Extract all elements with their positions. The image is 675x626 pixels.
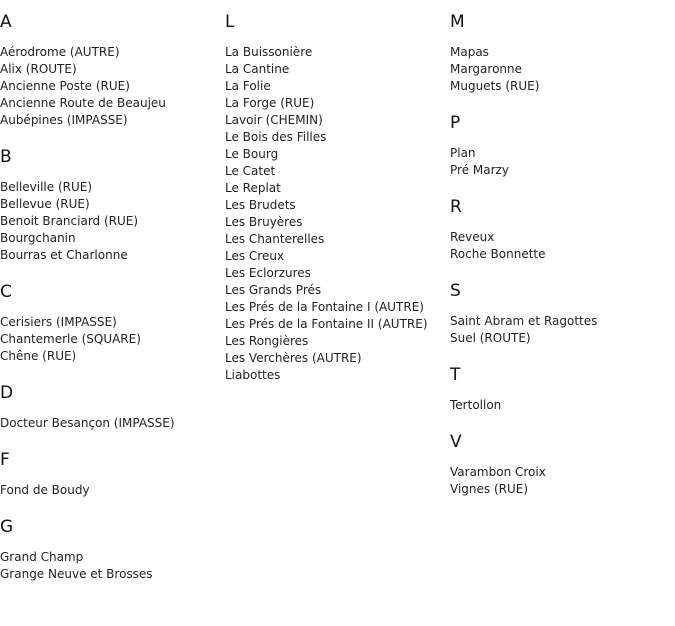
street-link-le-bourg[interactable]: Le Bourg xyxy=(225,147,279,161)
street-link-les-rongieres[interactable]: Les Rongières xyxy=(225,334,309,348)
street-link-la-folie[interactable]: La Folie xyxy=(225,79,271,93)
street-list xyxy=(0,549,225,583)
street-list-item xyxy=(225,180,450,197)
letter-group-m xyxy=(450,12,675,95)
street-link-les-creux[interactable]: Les Creux xyxy=(225,249,285,263)
street-link-ancienne-route-de-beaujeu[interactable]: Ancienne Route de Beaujeu xyxy=(0,96,166,110)
street-list xyxy=(0,44,225,129)
street-list-item xyxy=(225,350,450,367)
street-list-item xyxy=(450,330,675,347)
street-list-item xyxy=(0,44,225,61)
street-list-item xyxy=(225,146,450,163)
street-list xyxy=(450,313,675,347)
street-list xyxy=(450,397,675,414)
street-link-saint-abram-et-ragottes[interactable]: Saint Abram et Ragottes xyxy=(450,314,598,328)
street-list-item xyxy=(0,213,225,230)
street-list xyxy=(0,482,225,499)
street-list-item xyxy=(225,112,450,129)
street-list-item xyxy=(0,566,225,583)
street-link-vignes-rue[interactable]: Vignes (RUE) xyxy=(450,482,529,496)
street-link-le-catet[interactable]: Le Catet xyxy=(225,164,276,178)
street-link-bellevue-rue[interactable]: Bellevue (RUE) xyxy=(0,197,90,211)
street-list-item xyxy=(225,44,450,61)
street-link-les-bruyeres[interactable]: Les Bruyères xyxy=(225,215,303,229)
street-link-roche-bonnette[interactable]: Roche Bonnette xyxy=(450,247,546,261)
street-list-item xyxy=(0,549,225,566)
street-list-item xyxy=(0,95,225,112)
street-list-item xyxy=(225,95,450,112)
street-list-item xyxy=(450,313,675,330)
street-list-item xyxy=(0,331,225,348)
street-link-mapas[interactable]: Mapas xyxy=(450,45,489,59)
street-list xyxy=(0,415,225,432)
letter-heading: P xyxy=(450,113,461,133)
letter-heading: V xyxy=(450,432,462,452)
street-list-item xyxy=(0,61,225,78)
street-list-item xyxy=(0,230,225,247)
street-list-item xyxy=(450,145,675,162)
street-link-les-vercheres-autre[interactable]: Les Verchères (AUTRE) xyxy=(225,351,362,365)
street-link-benoit-branciard-rue[interactable]: Benoit Branciard (RUE) xyxy=(0,214,139,228)
street-link-le-bois-des-filles[interactable]: Le Bois des Filles xyxy=(225,130,327,144)
street-list-item xyxy=(450,246,675,263)
street-link-ancienne-poste-rue[interactable]: Ancienne Poste (RUE) xyxy=(0,79,130,93)
street-link-plan[interactable]: Plan xyxy=(450,146,476,160)
street-link-bourras-et-charlonne[interactable]: Bourras et Charlonne xyxy=(0,248,128,262)
street-list-item xyxy=(0,179,225,196)
street-link-aubepines-impasse[interactable]: Aubépines (IMPASSE) xyxy=(0,113,128,127)
column-3 xyxy=(450,0,675,516)
street-link-belleville-rue[interactable]: Belleville (RUE) xyxy=(0,180,93,194)
letter-group-r xyxy=(450,197,675,263)
letter-group-g xyxy=(0,517,225,583)
street-link-aerodrome-autre[interactable]: Aérodrome (AUTRE) xyxy=(0,45,120,59)
letter-group-d xyxy=(0,383,225,432)
letter-group-t xyxy=(450,365,675,414)
street-list xyxy=(450,464,675,498)
letter-heading: F xyxy=(0,450,10,470)
column-1 xyxy=(0,0,225,601)
street-link-les-eclorzures[interactable]: Les Eclorzures xyxy=(225,266,311,280)
street-list-item xyxy=(225,61,450,78)
street-list-item xyxy=(0,348,225,365)
street-link-la-forge-rue[interactable]: La Forge (RUE) xyxy=(225,96,315,110)
street-link-grand-champ[interactable]: Grand Champ xyxy=(0,550,84,564)
letter-group-p xyxy=(450,113,675,179)
street-link-margaronne[interactable]: Margaronne xyxy=(450,62,523,76)
street-list-item xyxy=(225,316,450,333)
street-list xyxy=(0,179,225,264)
street-link-les-brudets[interactable]: Les Brudets xyxy=(225,198,296,212)
street-list xyxy=(225,44,450,384)
street-link-fond-de-boudy[interactable]: Fond de Boudy xyxy=(0,483,90,497)
street-list-item xyxy=(450,78,675,95)
letter-heading: T xyxy=(450,365,461,385)
street-list-item xyxy=(225,129,450,146)
letter-group-a xyxy=(0,12,225,129)
street-link-le-replat[interactable]: Le Replat xyxy=(225,181,281,195)
street-link-les-chanterelles[interactable]: Les Chanterelles xyxy=(225,232,325,246)
street-list-item xyxy=(0,314,225,331)
street-list-item xyxy=(450,397,675,414)
street-list-item xyxy=(0,196,225,213)
street-link-docteur-besancon-impasse[interactable]: Docteur Besançon (IMPASSE) xyxy=(0,416,175,430)
street-list-item xyxy=(225,265,450,282)
letter-heading: S xyxy=(450,281,461,301)
street-list-item xyxy=(0,415,225,432)
street-link-chene-rue[interactable]: Chêne (RUE) xyxy=(0,349,77,363)
street-link-reveux[interactable]: Reveux xyxy=(450,230,495,244)
street-list-item xyxy=(450,162,675,179)
street-list-item xyxy=(450,229,675,246)
letter-group-v xyxy=(450,432,675,498)
street-list-item xyxy=(450,61,675,78)
street-list-item xyxy=(225,282,450,299)
street-list xyxy=(450,44,675,95)
letter-group-c xyxy=(0,282,225,365)
column-2 xyxy=(225,0,450,402)
letter-heading: C xyxy=(0,282,12,302)
street-list-item xyxy=(0,482,225,499)
street-link-muguets-rue[interactable]: Muguets (RUE) xyxy=(450,79,540,93)
letter-group-f xyxy=(0,450,225,499)
letter-heading: B xyxy=(0,147,12,167)
street-link-chantemerle-square[interactable]: Chantemerle (SQUARE) xyxy=(0,332,141,346)
street-list-item xyxy=(225,231,450,248)
street-link-la-cantine[interactable]: La Cantine xyxy=(225,62,290,76)
street-link-varambon-croix[interactable]: Varambon Croix xyxy=(450,465,546,479)
street-list xyxy=(450,229,675,263)
street-link-les-pres-de-la-fontaine-i-autre[interactable]: Les Prés de la Fontaine I (AUTRE) xyxy=(225,300,424,314)
street-list-item xyxy=(225,248,450,265)
street-link-liabottes[interactable]: Liabottes xyxy=(225,368,281,382)
street-list xyxy=(0,314,225,365)
street-list-item xyxy=(225,367,450,384)
street-list-item xyxy=(450,44,675,61)
street-list xyxy=(450,145,675,179)
street-list-item xyxy=(0,247,225,264)
street-list-item xyxy=(225,78,450,95)
street-list-item xyxy=(225,333,450,350)
street-link-les-grands-pres[interactable]: Les Grands Prés xyxy=(225,283,322,297)
street-list-item xyxy=(225,299,450,316)
street-list-item xyxy=(225,197,450,214)
letter-heading: G xyxy=(0,517,14,537)
letter-group-s xyxy=(450,281,675,347)
street-link-cerisiers-impasse[interactable]: Cerisiers (IMPASSE) xyxy=(0,315,117,329)
letter-heading: R xyxy=(450,197,462,217)
letter-heading: A xyxy=(0,12,12,32)
letter-heading: D xyxy=(0,383,14,403)
street-list-item xyxy=(225,214,450,231)
street-list-item xyxy=(450,481,675,498)
street-link-suel-route[interactable]: Suel (ROUTE) xyxy=(450,331,531,345)
street-link-grange-neuve-et-brosses[interactable]: Grange Neuve et Brosses xyxy=(0,567,153,581)
street-link-pre-marzy[interactable]: Pré Marzy xyxy=(450,163,509,177)
street-list-item xyxy=(225,163,450,180)
street-list-item xyxy=(0,112,225,129)
street-link-tertollon[interactable]: Tertollon xyxy=(450,398,502,412)
street-list-item xyxy=(450,464,675,481)
street-link-alix-route[interactable]: Alix (ROUTE) xyxy=(0,62,77,76)
street-list-item xyxy=(0,78,225,95)
letter-heading: M xyxy=(450,12,465,32)
street-link-la-buissoniere[interactable]: La Buissonière xyxy=(225,45,313,59)
street-link-lavoir-chemin[interactable]: Lavoir (CHEMIN) xyxy=(225,113,323,127)
letter-group-l xyxy=(225,12,450,384)
letter-group-b xyxy=(0,147,225,264)
street-link-bourgchanin[interactable]: Bourgchanin xyxy=(0,231,76,245)
street-link-les-pres-de-la-fontaine-ii-autre[interactable]: Les Prés de la Fontaine II (AUTRE) xyxy=(225,317,428,331)
letter-heading: L xyxy=(225,12,235,32)
